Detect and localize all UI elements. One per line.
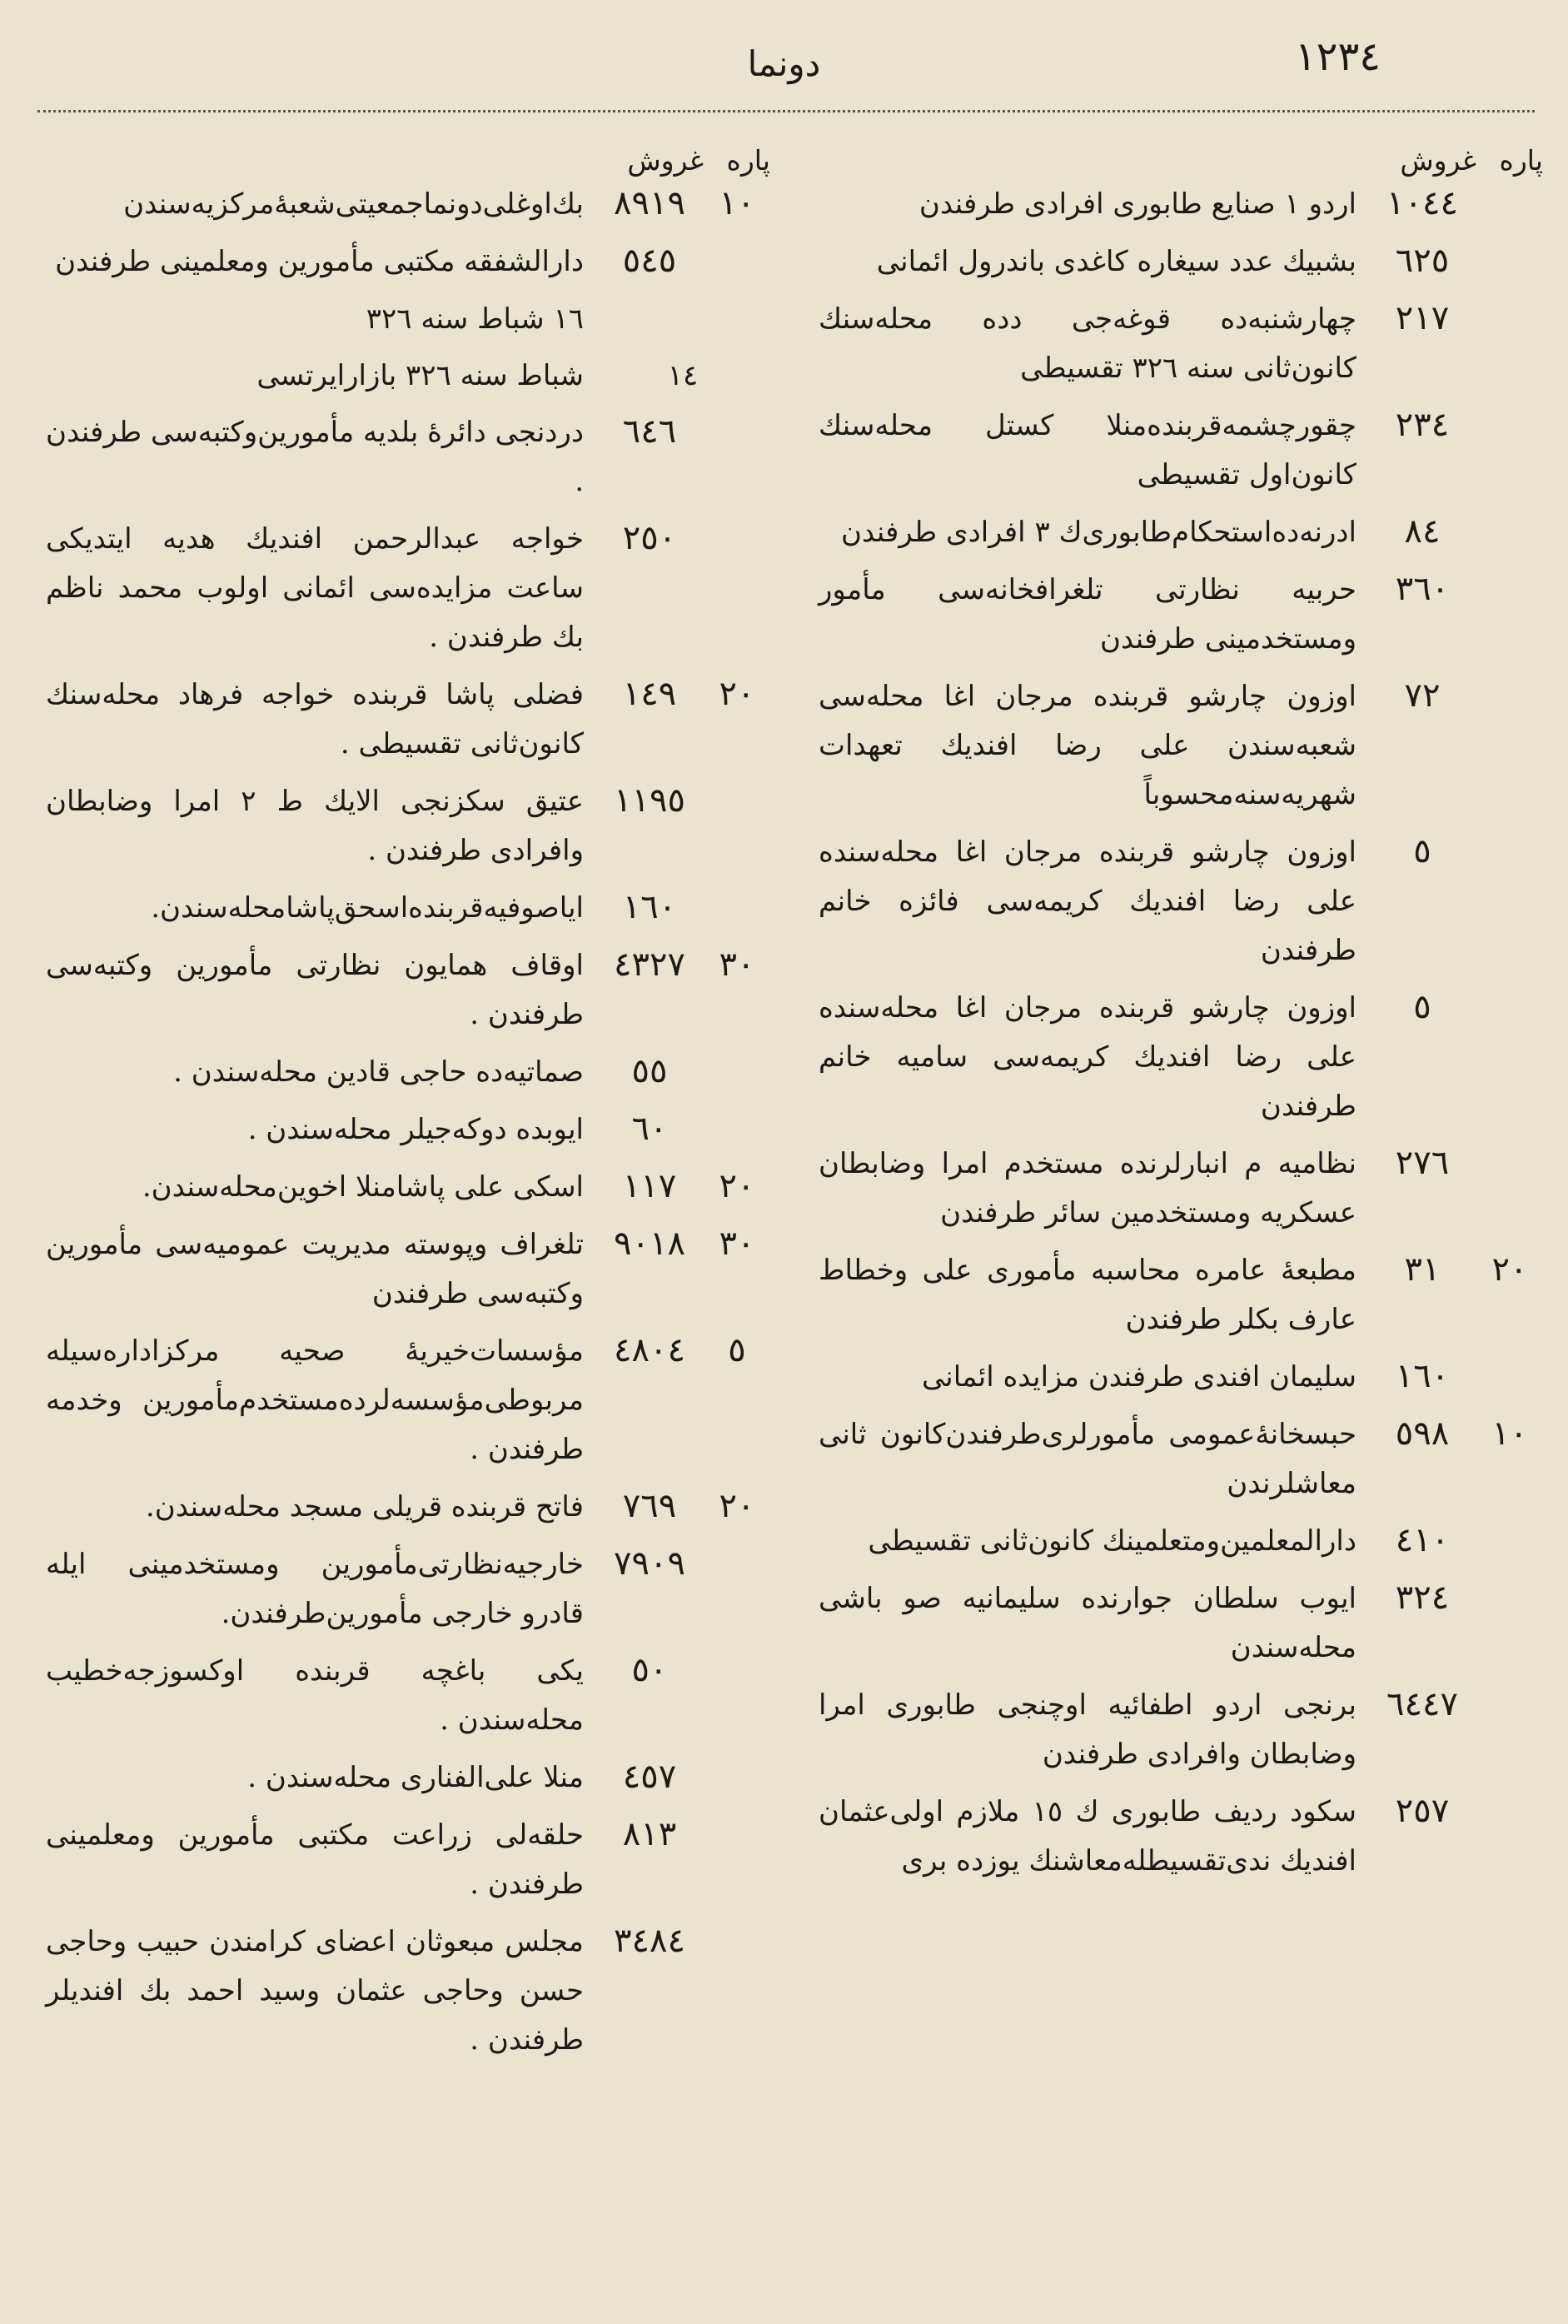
- entry-description: فضلی پاشا قربنده خواجه فرهاد محله‌سنك كانون‌ثانی تقسيطی .: [46, 678, 584, 761]
- entry-amount: ٩٠١٨: [614, 1224, 685, 1263]
- entry-amount: ٥٤٥: [622, 242, 677, 280]
- entry-amount: ٥٩٨: [1395, 1414, 1450, 1453]
- entry-para: ٢٠: [1491, 1250, 1528, 1289]
- ledger-entry: [810, 984, 1543, 1131]
- entry-list: [37, 408, 770, 2065]
- ledger-entry: [37, 1220, 770, 1319]
- entry-description: اوزون چارشو قربنده مرجان اغا محله‌سنده علی رضا افنديك كريمه‌سی فائزه خانم طرفندن: [819, 835, 1356, 967]
- entry-amount: ٢٥٠: [622, 519, 677, 557]
- entry-para: ٣٠: [719, 1224, 755, 1263]
- ledger-entry: [810, 237, 1543, 287]
- entry-description: تلغراف وپوسته مديريت عموميه‌سی مأمورين وكتبه‌سی طرفندن: [46, 1228, 584, 1310]
- piastre-heading: غروش: [627, 144, 704, 177]
- entry-amount: ٣٤٨٤: [614, 1922, 685, 1960]
- ledger-entry: [37, 884, 770, 933]
- entry-description: ادرنه‌ده‌استحكام‌طابوری‌ك ٣ افرادی طرفندن: [841, 516, 1356, 549]
- ledger-entry: [37, 408, 770, 506]
- entry-description: اوزون چارشو قربنده مرجان اغا محله‌سی شعبه‌سندن علی رضا افنديك تعهدات شهريه‌سنه‌محسوباً: [819, 680, 1356, 811]
- column-header: [37, 123, 770, 177]
- ledger-entry: [37, 671, 770, 769]
- entry-para: ٢٠: [719, 1487, 755, 1525]
- entry-description: نظاميه م انبارلرنده مستخدم امرا وضابطان عسكريه ومستخدمين سائر طرفندن: [819, 1147, 1356, 1229]
- para-heading: پاره: [1499, 144, 1543, 177]
- entry-description: اوقاف همايون نظارتی مأمورين وكتبه‌سی طرفندن .: [46, 949, 584, 1031]
- date-line: ١٦ شباط سنه ٣٢٦: [366, 302, 584, 336]
- ledger-entry: [810, 672, 1543, 820]
- para-heading: پاره: [726, 144, 770, 177]
- header-rule: [37, 110, 1535, 112]
- entry-amount: ٤٨٠٤: [614, 1331, 685, 1369]
- ledger-entry: [37, 515, 770, 662]
- entry-amount: ٢٣٤: [1395, 406, 1450, 444]
- entry-amount: ٤٥٧: [622, 1758, 677, 1796]
- entry-para: ١٠: [1491, 1414, 1528, 1453]
- entry-description: دردنجی دائرهٔ بلديه مأمورين‌وكتبه‌سی طرفندن .: [46, 416, 584, 498]
- entry-amount: ١١٩٥: [614, 781, 685, 820]
- ledger-entry: [810, 180, 1543, 229]
- ledger-entry: [37, 777, 770, 875]
- ledger-entry: [37, 237, 770, 287]
- entry-description: اوزون چارشو قربنده مرجان اغا محله‌سنده علی رضا افنديك كريمه‌سی ساميه خانم طرفندن: [819, 991, 1356, 1123]
- entry-para: ١٠: [719, 184, 755, 222]
- ledger-entry: [810, 1681, 1543, 1779]
- ledger-entry: [810, 566, 1543, 664]
- entry-amount: ١١٧: [622, 1167, 677, 1205]
- ledger-entry: [810, 1517, 1543, 1566]
- entry-para: ٣٠: [719, 945, 755, 984]
- ledger-entry: [37, 1483, 770, 1532]
- entry-description: منلا علی‌الفناری محله‌سندن .: [247, 1761, 584, 1794]
- ledger-entry: [810, 295, 1543, 393]
- entry-amount: ١٦٠: [1395, 1357, 1450, 1395]
- entry-para: ٢٠: [719, 675, 755, 713]
- entry-description: دارالمعلمين‌ومتعلمينك كانون‌ثانی تقسيطی: [868, 1524, 1356, 1558]
- entry-description: ايوب سلطان جوارنده سليمانيه صو باشی محله‌سندن: [819, 1582, 1356, 1664]
- entry-amount: ١٦٠: [622, 888, 677, 926]
- entry-amount: ٤٣٢٧: [614, 945, 685, 984]
- date-marker: ١٤: [667, 359, 699, 392]
- left-column: [37, 123, 770, 2073]
- ledger-entry: [37, 1327, 770, 1474]
- entry-amount: ٥: [1413, 832, 1431, 870]
- entry-description: مؤسسات‌خيريهٔ صحيه مركزاداره‌سيله مربوطی‌مؤسسه‌لرده‌مستخدم‌مأمورين وخدمه طرفندن .: [46, 1334, 584, 1466]
- entry-description: خارجيه‌نظارتی‌مأمورين ومستخدمينی ايله قادرو خارجی مأمورين‌طرفندن.: [46, 1548, 584, 1630]
- ledger-entry: [37, 1163, 770, 1212]
- entry-description: سكود رديف طابوری ك ١٥ ملازم اولی‌عثمان افنديك ندی‌تقسيطله‌معاشنك يوزده بری: [819, 1795, 1356, 1878]
- entry-amount: ٦٤٤٧: [1386, 1685, 1458, 1723]
- ledger-entry: [810, 401, 1543, 500]
- ledger-entry: [810, 1410, 1543, 1509]
- entry-description: دارالشفقه مكتبی مأمورين ومعلمينی طرفندن: [55, 245, 584, 278]
- entry-amount: ٢٥٧: [1395, 1792, 1450, 1830]
- entry-amount: ٨١٣: [622, 1815, 677, 1853]
- entry-description: سليمان افندی طرفندن مزايده ائمانی: [921, 1360, 1356, 1394]
- entry-amount: ٨٩١٩: [614, 184, 685, 222]
- entry-amount: ٧٩٠٩: [614, 1544, 685, 1583]
- entry-description: بك‌اوغلی‌دونما‌جمعيتی‌شعبهٔ‌مركزيه‌سندن: [123, 187, 584, 221]
- ledger-entry: [37, 180, 770, 229]
- entry-amount: ٥٥: [631, 1052, 668, 1090]
- ledger-entry: [37, 1105, 770, 1155]
- ledger-entry: [37, 1753, 770, 1803]
- date-line: [37, 352, 770, 400]
- entry-amount: ٥٠: [631, 1651, 668, 1689]
- entry-description: چقورچشمه‌قربنده‌منلا كستل محله‌سنك كانون‌اول تقسيطی: [819, 409, 1356, 491]
- entry-description: حبسخانهٔ‌عمومی مأمورلری‌طرفندن‌كانون ثانی معاشلرندن: [819, 1418, 1356, 1500]
- column-header: [810, 123, 1543, 177]
- entry-description: چهارشنبه‌ده قوغه‌جی دده محله‌سنك كانون‌ثانی سنه ٣٢٦ تقسيطی: [819, 302, 1356, 385]
- entry-description: يكی باغچه قربنده اوكسوزجه‌خطيب محله‌سندن .: [46, 1654, 584, 1737]
- entry-description: بشبيك عدد سيغاره كاغدی باندرول ائمانی: [876, 245, 1356, 278]
- entry-description: حلقه‌لی زراعت مكتبی مأمورين ومعلمينی طرفندن .: [46, 1818, 584, 1901]
- ledger-entry: [37, 1540, 770, 1638]
- entry-amount: ٦٢٥: [1395, 242, 1450, 280]
- entry-amount: ٢١٧: [1395, 299, 1450, 337]
- entry-description: صماتيه‌ده حاجی قادين محله‌سندن .: [173, 1055, 584, 1089]
- entry-description: خواجه عبدالرحمن افنديك هديه ايتديكی ساعت مزايده‌سی ائمانی اولوب محمد ناظم بك طرفندن .: [46, 522, 584, 654]
- entry-description: مطبعهٔ عامره محاسبه مأموری علی وخطاط عارف بكلر طرفندن: [819, 1254, 1356, 1336]
- date-text: شباط سنه ٣٢٦ بازارايرتسی: [256, 359, 584, 392]
- ledger-entry: [810, 1140, 1543, 1238]
- ledger-entry: [37, 1811, 770, 1909]
- entry-amount: ١٤٩: [622, 675, 677, 713]
- entry-amount: ٦٤٦: [622, 412, 677, 451]
- entry-amount: ٦٠: [631, 1110, 668, 1148]
- ledger-entry: [37, 1048, 770, 1097]
- ledger-entry: [810, 828, 1543, 975]
- entry-amount: ٧٦٩: [622, 1487, 677, 1525]
- right-column: [810, 123, 1543, 1894]
- entry-amount: ٣٦٠: [1395, 570, 1450, 608]
- entry-amount: ٨٤: [1404, 512, 1441, 551]
- entry-amount: ٧٢: [1404, 676, 1441, 715]
- entry-para: ٥: [728, 1331, 746, 1369]
- entry-amount: ٢٧٦: [1395, 1144, 1450, 1182]
- ledger-entry: [810, 1574, 1543, 1673]
- entry-amount: ٤١٠: [1395, 1521, 1450, 1559]
- entry-description: عتيق سكزنجی الايك ط ٢ امرا وضابطان وافرادی طرفندن .: [46, 785, 584, 867]
- entry-description: اردو ١ صنايع طابوری افرادی طرفندن: [918, 187, 1356, 221]
- entry-description: اياصوفيه‌قربنده‌اسحق‌پاشامحله‌سندن.: [151, 891, 584, 925]
- ledger-entry: [37, 941, 770, 1040]
- ledger-entry: [810, 1788, 1543, 1886]
- entry-para: ٢٠: [719, 1167, 755, 1205]
- ledger-entry: [810, 1353, 1543, 1402]
- ledger-entry: [810, 1246, 1543, 1344]
- entry-description: فاتح قربنده قريلی مسجد محله‌سندن.: [145, 1490, 584, 1524]
- ledger-entry: [37, 1918, 770, 2065]
- entry-amount: ٥: [1413, 988, 1431, 1026]
- entry-description: مجلس مبعوثان اعضای كرامندن حبيب وحاجی حسن وحاجی عثمان وسيد احمد بك افنديلر طرفندن .: [46, 1925, 584, 2057]
- page-number: ١٢٣٤: [1294, 33, 1381, 80]
- entry-amount: ١٠٤٤: [1386, 184, 1458, 222]
- entry-list: [37, 180, 770, 287]
- piastre-heading: غروش: [1400, 144, 1476, 177]
- entry-amount: ٣١: [1404, 1250, 1441, 1289]
- entry-amount: ٣٢٤: [1395, 1578, 1450, 1617]
- entry-description: ايوبده دوكه‌جيلر محله‌سندن .: [247, 1113, 584, 1146]
- ledger-entry: [810, 508, 1543, 557]
- entry-list: [810, 180, 1543, 1886]
- entry-description: اسكی علی پاشامنلا اخوين‌محله‌سندن.: [142, 1170, 584, 1204]
- running-title: دونما: [747, 43, 821, 84]
- ledger-entry: [37, 1647, 770, 1745]
- entry-description: برنجی اردو اطفائيه اوچنجی طابوری امرا وضابطان وافرادی طرفندن: [819, 1688, 1356, 1771]
- entry-description: حربيه نظارتی تلغرافخانه‌سی مأمور ومستخدمينی طرفندن: [819, 573, 1356, 656]
